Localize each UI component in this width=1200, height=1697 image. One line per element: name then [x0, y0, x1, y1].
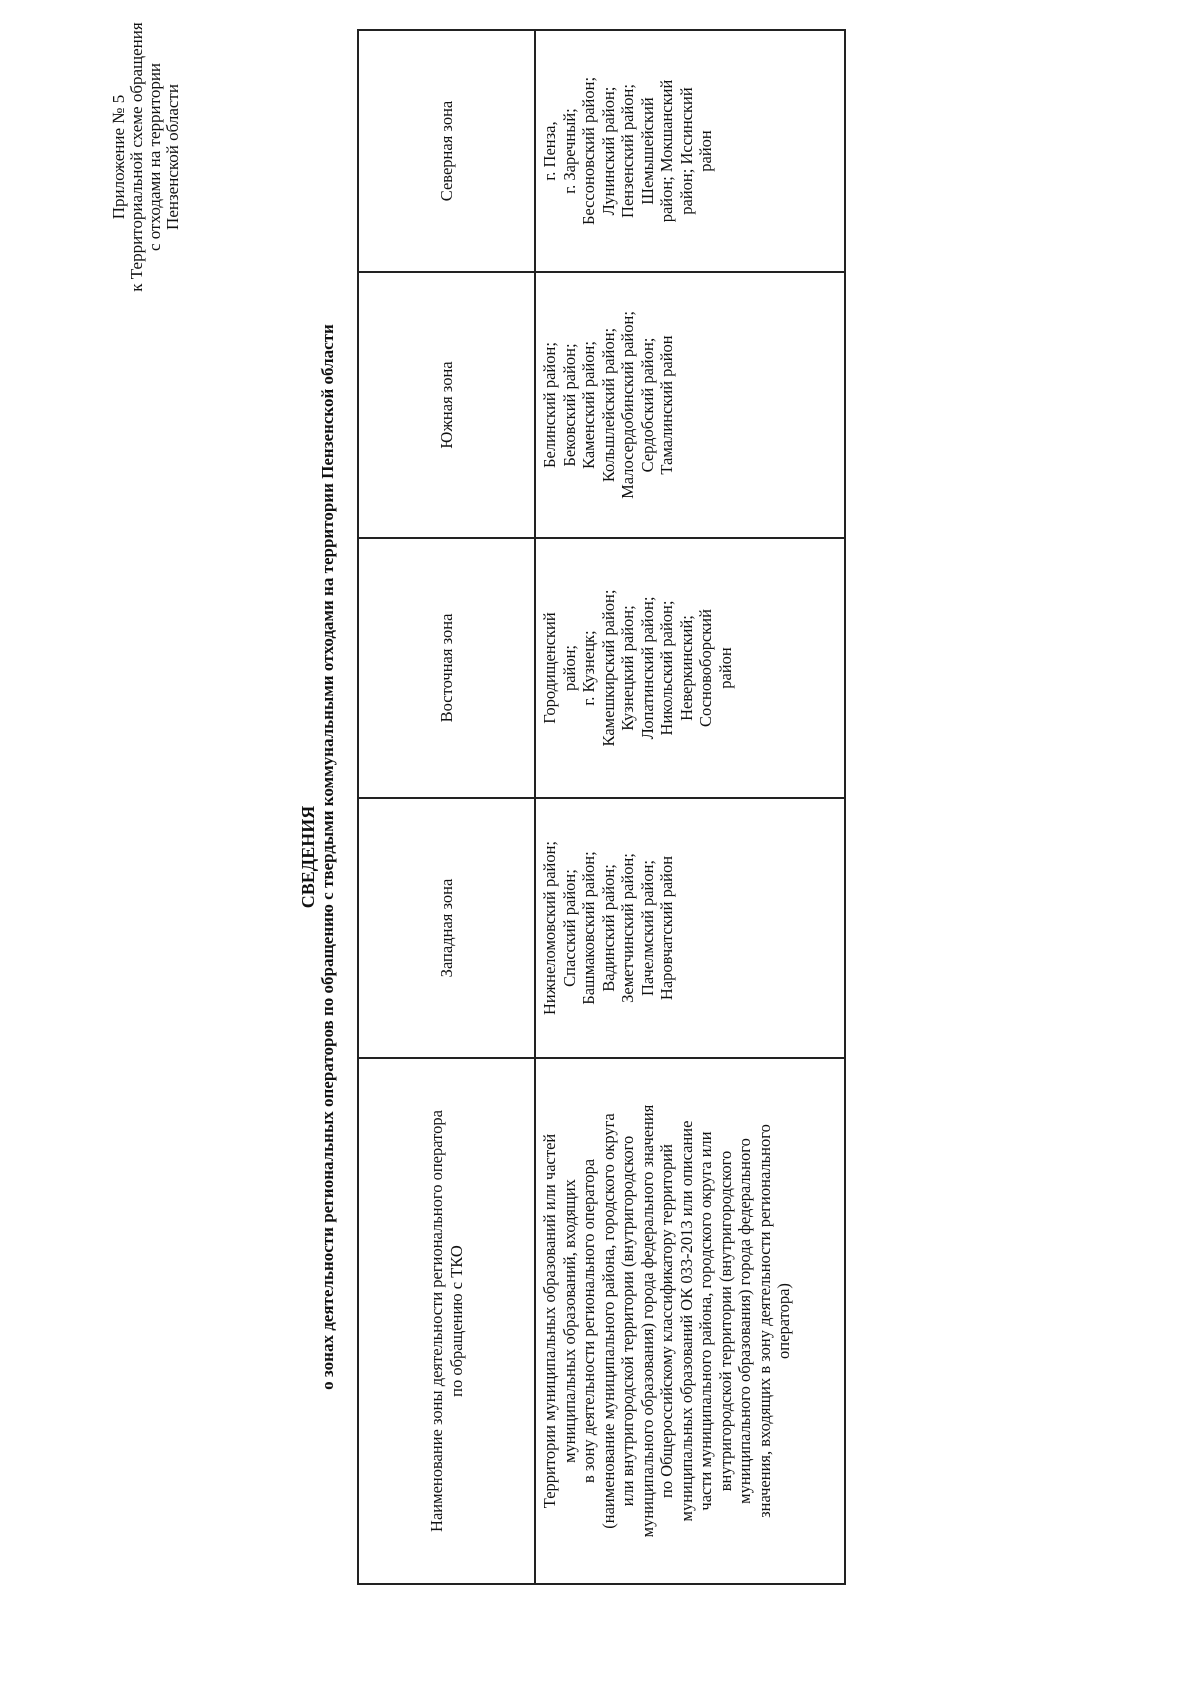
territory-item: Земетчинский район; — [618, 853, 637, 1003]
row-label-line: в зону деятельности регионального оператора — [579, 1158, 598, 1484]
appendix-line: Приложение № 5 — [109, 94, 128, 220]
territory-item: Белинский район; — [540, 342, 559, 468]
territory-item: район; Иссинский — [676, 87, 696, 215]
row-label-line: по Общероссийскому классификатору территорий — [657, 1144, 676, 1498]
row-label-line: Территории муниципальных образований или частей — [540, 1133, 559, 1509]
territory-item: Лунинский район; — [598, 86, 618, 216]
territory-item: район — [715, 647, 735, 689]
territory-item: Бессоновский район; — [579, 76, 598, 226]
row-label-line: оператора) — [774, 1283, 793, 1359]
territory-item: Пензенский район; — [618, 84, 637, 218]
territory-item: Камешкирский район; — [598, 589, 618, 747]
territory-item: Тамалинский район — [657, 335, 676, 475]
header-label-line: Наименование зоны деятельности регионального оператора — [427, 1110, 446, 1532]
territory-item: Кузнецкий район; — [618, 605, 637, 731]
row-label-line: (наименование муниципального района, городского округа — [598, 1113, 618, 1529]
territory-item: Кольшлейский район; — [598, 327, 618, 483]
territory-item: Сердобский район; — [637, 337, 657, 473]
territory-item: Пачелмский район; — [637, 859, 657, 997]
header-label-cell — [358, 1058, 535, 1584]
territory-item: Никольский район; — [657, 600, 676, 736]
territory-item: Малосердобинский район; — [618, 311, 637, 499]
row-label-line: или внутригородской территории (внутригородского — [618, 1135, 637, 1507]
territory-item: Каменский район; — [579, 341, 598, 469]
territory-item: Шемышейский — [637, 97, 657, 205]
row-label-line: муниципальных образований, входящих — [559, 1179, 579, 1463]
territory-item: Наровчатский район — [657, 855, 676, 1001]
zone-territories-east — [535, 538, 845, 798]
territory-item: Сосновоборский — [696, 609, 715, 727]
appendix-line: Пензенской области — [163, 84, 182, 230]
territory-item: Бековский район; — [559, 343, 579, 467]
territory-item: Башмаковский район; — [579, 851, 598, 1005]
territory-item: район — [696, 130, 715, 172]
territory-item: г. Кузнецк; — [579, 630, 598, 706]
table-body-row — [535, 30, 845, 1584]
zone-territories-north — [535, 30, 845, 272]
territory-item: Городищенский — [540, 612, 559, 724]
zone-territories-south — [535, 272, 845, 538]
document-title: СВЕДЕНИЯ — [298, 805, 318, 909]
territory-item: Нижнеломовский район; — [540, 840, 559, 1016]
zones-table — [357, 29, 846, 1585]
territory-item: г. Заречный; — [559, 108, 579, 194]
document-subtitle: о зонах деятельности региональных операторов по обращению с твердыми коммунальными отходами на территории Пензенской области — [318, 324, 337, 1390]
territory-item: район; Мокшанский — [657, 79, 676, 223]
zone-name-cell: Восточная зона — [358, 538, 535, 798]
zone-name-cell: Северная зона — [358, 30, 535, 272]
row-label-line: части муниципального района, городского округа или — [696, 1131, 715, 1511]
appendix-line: с отходами на территории — [145, 62, 164, 252]
row-label-line: внутригородской территории (внутригородского — [715, 1150, 735, 1492]
territory-item: г. Пенза, — [540, 121, 559, 181]
zone-name-cell: Южная зона — [358, 272, 535, 538]
territory-item: Неверкинский; — [676, 615, 696, 721]
row-label-line: значения, входящих в зону деятельности регионального — [754, 1124, 774, 1518]
row-label-cell — [535, 1058, 845, 1584]
row-label-line: муниципального образования) города федерального — [735, 1138, 754, 1504]
zone-territories-west — [535, 798, 845, 1058]
header-label-line: по обращению с ТКО — [446, 1245, 466, 1397]
territory-item: Вадинский район; — [598, 864, 618, 992]
row-label-line: муниципальных образований ОК 033-2013 или описание — [676, 1120, 696, 1522]
table-header-row — [358, 30, 535, 1584]
territory-item: Спасский район; — [559, 869, 579, 987]
appendix-note — [110, 0, 182, 317]
appendix-line: к Территориальной схеме обращения — [127, 22, 146, 292]
territory-item: Лопатинский район; — [637, 596, 657, 740]
zone-name-cell: Западная зона — [358, 798, 535, 1058]
row-label-line: муниципального образования) города федерального значения — [637, 1104, 657, 1538]
territory-item: район; — [559, 644, 579, 692]
